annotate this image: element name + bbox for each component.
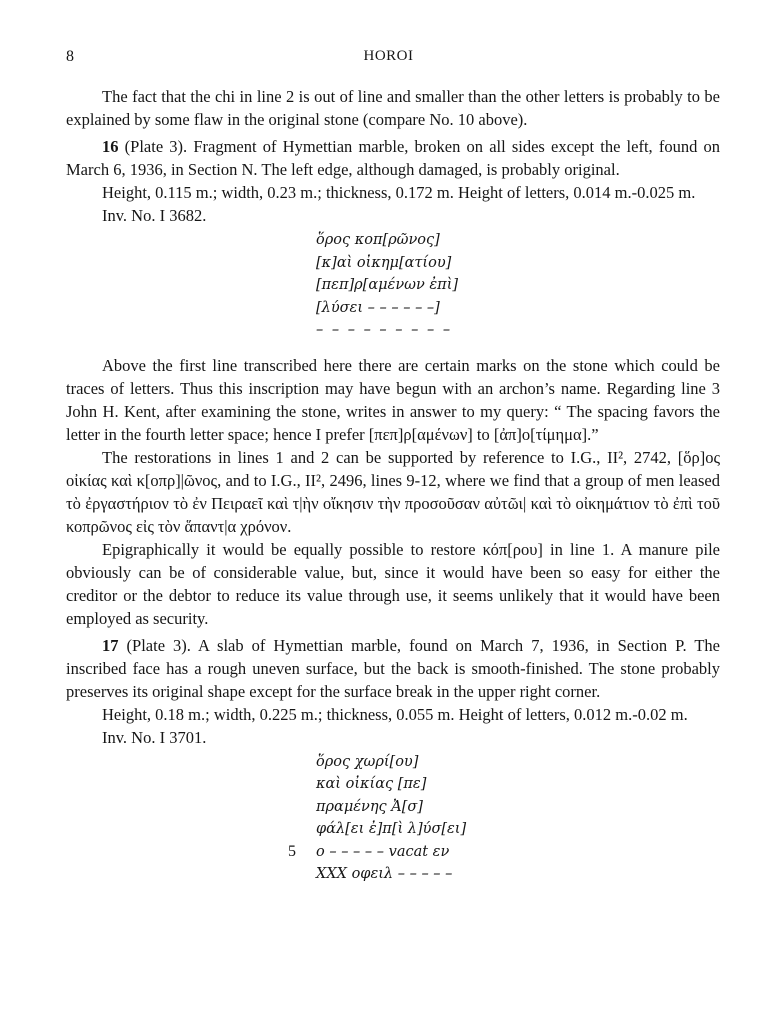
entry-16-inscription (66, 229, 720, 342)
entry-17-description: (Plate 3). A slab of Hymettian marble, found on March 7, 1936, in Section P. The inscribed face has a rough uneven surface, but the back is smooth-finished. The stone probably preserves its original shape except for the surface break in the upper right corner. (66, 635, 720, 701)
inscription-line: [κ]αὶ οἰκημ[ατίου] (316, 254, 452, 271)
inscription-line: XXX οφειλ – – – – – (316, 866, 453, 882)
entry-16-inventory: Inv. No. I 3682. (102, 206, 207, 225)
entry-16-paragraph-1: Above the first line transcribed here there are certain marks on the stone which could be traces of letters. Thus this inscription may have begun with an archon’s name. Regarding line 3 John H. Kent, after examining the stone, writes in answer to my query: “ The spacing favors the letter in the fourth letter space; hence I prefer [πεπ]ρ[αμένων] to [ἀπ]ο[τίμημα].” (66, 355, 720, 444)
inscription-line-text: ο – – – – – vacat εν (316, 843, 450, 860)
inscription-line: φάλ[ει ἐ]π[ὶ λ]ύσ[ει] (316, 821, 467, 837)
inscription-line: [πεπ]ρ[αμένων ἐπὶ] (316, 277, 459, 293)
page-number: 8 (66, 48, 74, 65)
entry-16-paragraph-3: Epigraphically it would be equally possible to restore κόπ[ρου] in line 1. A manure pile obviously can be of considerable value, but, since it would have been so easy for either the creditor or the debtor to reduce its value through use, it seems unlikely that it would have been employed as security. (66, 539, 720, 628)
inscription-line: [λύσει – – – – – –] (316, 299, 440, 316)
entry-17-inventory: Inv. No. I 3701. (102, 727, 207, 747)
inscription-line-5 (288, 841, 720, 864)
inscription-line: ὅρος κοπ[ρῶνος] (316, 232, 440, 248)
inscription-line: ὅρος χωρί[ου] (316, 753, 419, 770)
page-header (0, 48, 777, 72)
entry-17-inscription (66, 751, 720, 886)
page-body (66, 85, 720, 888)
entry-16-paragraph-2: The restorations in lines 1 and 2 can be supported by reference to I.G., II², 2742, [ὅρ]ος οἰκίας καὶ κ[οπρ]|ῶνος, and to I.G., II², 2496, lines 9-12, where we find that a group of men leased τὸ ἐργαστήριον τὸ ἐν Πειραεῖ καὶ τ|ὴν οἴκησιν τὴν προσοῦσαν αὐτῶι| καὶ τὸ οἰκημάτιον τὸ ἐπὶ τοῦ κοπρῶνος εἰς τὸν ἅπαντ|α χρόνον. (66, 447, 720, 536)
running-title: HOROI (363, 48, 414, 64)
entry-17-number: 17 (102, 635, 119, 655)
inscription-line: – – – – – – – – – (316, 322, 453, 338)
entry-17-intro (66, 634, 720, 703)
entry-17-dimensions: Height, 0.18 m.; width, 0.225 m.; thickness, 0.055 m. Height of letters, 0.012 m.-0.02 m. (102, 704, 688, 724)
entry-16-intro (66, 135, 720, 181)
entry-16-number: 16 (102, 137, 119, 156)
entry-16-description: (Plate 3). Fragment of Hymettian marble, broken on all sides except the left, found on March 6, 1936, in Section N. The left edge, although damaged, is probably original. (66, 137, 720, 179)
entry-16-dimensions: Height, 0.115 m.; width, 0.23 m.; thickness, 0.172 m. Height of letters, 0.014 m.-0.025 m. (102, 183, 696, 202)
inscription-line: πραμένης Ἀ[σ] (316, 798, 423, 815)
intro-paragraph: The fact that the chi in line 2 is out of line and smaller than the other letters is probably to be explained by some flaw in the original stone (compare No. 10 above). (66, 87, 720, 129)
inscription-line: καὶ οἰκίας [πε] (316, 776, 427, 792)
line-number: 5 (288, 842, 296, 860)
